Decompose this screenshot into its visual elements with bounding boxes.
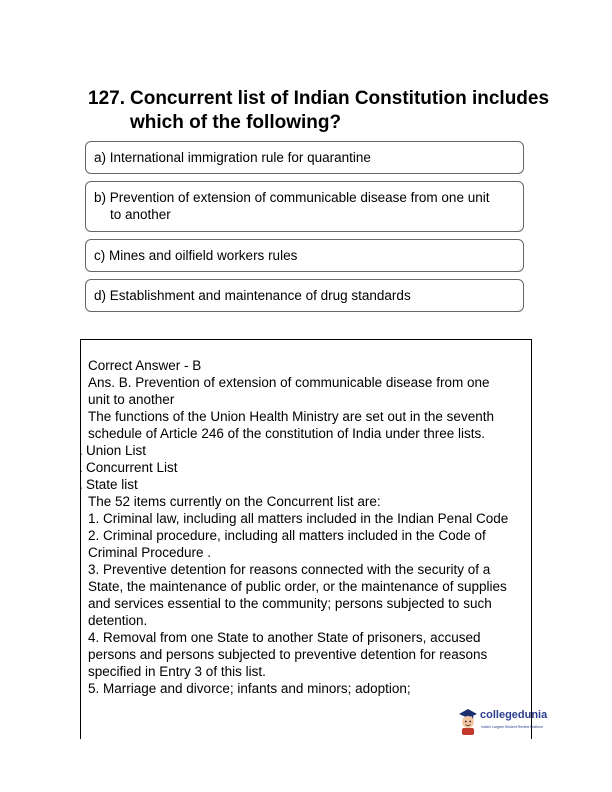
student-mascot-icon (457, 708, 479, 736)
question-number: 127. (88, 88, 125, 109)
correct-answer: Correct Answer - B (88, 358, 202, 373)
list-union: . Union List (79, 443, 147, 458)
concurrent-intro: The 52 items currently on the Concurrent list are: (88, 494, 381, 509)
list-state: . State list (79, 477, 138, 492)
question-text: Concurrent list of Indian Constitution includes which of the following? (130, 88, 550, 133)
option-b-label-continued: to another (110, 207, 171, 222)
answer-explanation-box (80, 339, 532, 739)
option-b-label: b) Prevention of extension of communicable disease from one unit (94, 190, 490, 205)
option-d[interactable] (85, 279, 524, 312)
option-c-label: c) Mines and oilfield workers rules (94, 248, 298, 263)
option-a[interactable] (85, 141, 524, 174)
answer-line-1: Ans. B. Prevention of extension of communicable disease from one (88, 375, 490, 390)
option-c[interactable] (85, 239, 524, 272)
logo-tagline: India's Largest Student Review Platform (481, 725, 544, 729)
option-a-label: a) International immigration rule for quarantine (94, 150, 371, 165)
item-3: 3. Preventive detention for reasons connected with the security of a State, the maintenance of public order, or the maintenance of supplies and services essential to the community; persons subjected to such detention. (88, 562, 507, 628)
option-d-label: d) Establishment and maintenance of drug standards (94, 288, 411, 303)
answer-line-2: unit to another (88, 392, 175, 407)
explanation-paragraph: The functions of the Union Health Ministry are set out in the seventh schedule of Article 246 of the constitution of India under three lists. (88, 409, 494, 441)
collegedunia-logo (457, 706, 557, 740)
logo-wordmark: collegedunia (480, 709, 548, 721)
item-4: 4. Removal from one State to another State of prisoners, accused persons and persons subjected to preventive detention for reasons specified in Entry 3 of this list. (88, 630, 488, 679)
item-1: 1. Criminal law, including all matters included in the Indian Penal Code (88, 511, 509, 526)
item-2: 2. Criminal procedure, including all matters included in the Code of Criminal Procedure . (88, 528, 486, 560)
option-b[interactable] (85, 181, 524, 232)
list-concurrent: . Concurrent List (79, 460, 178, 475)
item-5: 5. Marriage and divorce; infants and minors; adoption; (88, 681, 411, 696)
